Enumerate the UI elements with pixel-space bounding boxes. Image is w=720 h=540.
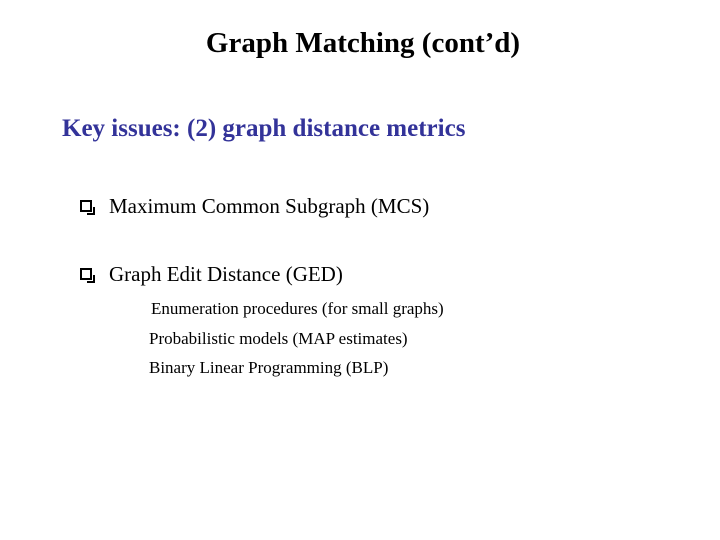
sub-item-enumeration: Enumeration procedures (for small graphs) [151, 299, 444, 318]
checkbox-icon [80, 200, 92, 212]
slide-subtitle: Key issues: (2) graph distance metrics [62, 115, 466, 142]
bullet-mcs [80, 192, 429, 220]
bullet-text: Graph Edit Distance (GED) [109, 262, 343, 286]
sub-item-blp: Binary Linear Programming (BLP) [149, 358, 389, 377]
checkbox-icon [80, 268, 92, 280]
sub-item-probabilistic: Probabilistic models (MAP estimates) [149, 329, 408, 348]
bullet-text: Maximum Common Subgraph (MCS) [109, 194, 430, 218]
slide-title: Graph Matching (cont’d) [205, 27, 521, 59]
bullet-ged [80, 260, 343, 288]
